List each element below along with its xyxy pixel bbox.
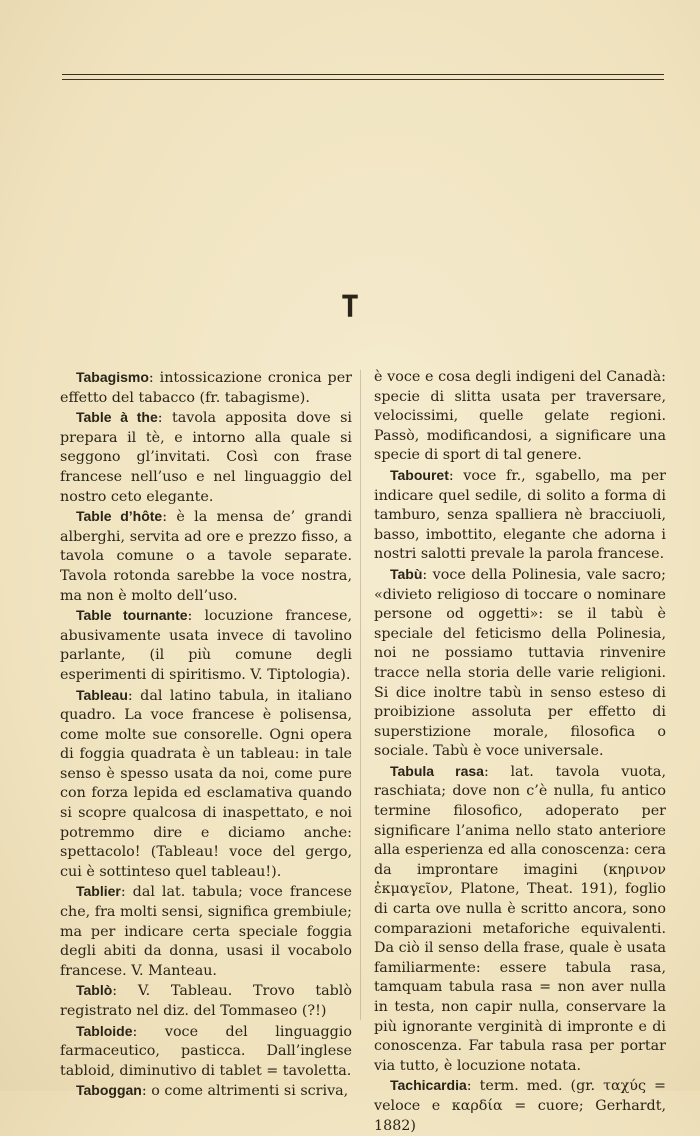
entry-paragraph [60,1022,352,1082]
entry-paragraph [60,1081,352,1102]
entry-paragraph [60,507,352,606]
entry-paragraph [60,408,352,507]
right-column [374,368,666,1136]
entry-text: : intossicazione cronica per effetto del tabacco (fr. tabagisme). [60,370,352,406]
entry-text: : voce del linguaggio farmaceutico, pasticca. Dall’inglese tabloid, diminutivo di tablet = tavoletta. [60,1023,352,1079]
left-column [60,368,352,1102]
entry-text: : o come altrimenti si scriva, [141,1083,349,1100]
entry-headword: Table d’hôte [76,508,163,525]
entry-headword: Taboggan [76,1082,142,1099]
entry-text: : dal lat. tabula; voce francese che, fra molti sensi, significa grembiule; ma per indicare certa speciale foggia degli abiti da donna, usasi il vocabolo francese. V. Manteau. [60,884,352,979]
entry-paragraph [374,1076,666,1136]
entry-paragraph [60,686,352,883]
entry-headword: Tabagismo [76,369,149,385]
entry-headword: Tablier [76,883,121,900]
entry-headword: Tablò [76,982,113,999]
entry-paragraph [60,606,352,685]
entry-headword: Tabù [390,565,423,582]
section-letter: T [340,290,360,325]
entry-paragraph [374,762,666,1077]
entry-text: : V. Tableau. Trovo tablò registrato nel diz. del Tommaseo (?!) [60,983,352,1019]
entry-text: : term. med. (gr. ταχύς = veloce e καρδία = cuore; Gerhardt, 1882) [374,1078,666,1134]
entry-paragraph [60,368,352,408]
entry-headword: Table à the [76,409,158,426]
entry-text: : tavola apposita dove si prepara il tè, e intorno alla quale si seggono gl’invitati. Così con frase francese nell’uso e nel linguaggio del nostro ceto elegante. [60,410,353,505]
entry-headword: Tableau [76,686,128,703]
entry-headword: Table tournante [76,607,188,624]
entry-paragraph [374,565,666,762]
entry-text: : voce della Polinesia, vale sacro; «divieto religioso di toccare o nominare persone od oggetti»: se il tabù è speciale del feticismo della Polinesia, noi ne possiamo tuttavia rinvenire tracce nella storia delle varie religioni. Si dice inoltre tabù in senso esteso di proibizione assoluta per effetto di superstizione morale, filosofica o sociale. Tabù è voce universale. [374,566,666,760]
column-divider [360,370,361,1020]
entry-paragraph [60,981,352,1021]
entry-headword: Tabloide [76,1022,133,1039]
entry-headword: Tachicardia [390,1077,467,1094]
entry-headword: Tabouret [390,466,449,483]
entry-text: : locuzione francese, abusivamente usata invece di tavolino parlante, (il più comune degli esperimenti di spiritismo. V. Tiptologia). [60,608,352,683]
entry-paragraph [374,466,666,565]
entry-text: : è la mensa de’ grandi alberghi, servita ad ore e prezzo fisso, a tavola comune o a tavole separate. Tavola rotonda sarebbe la voce nostra, ma non è molto dell’uso. [60,509,352,604]
entry-text: : dal latino tabula, in italiano quadro. La voce francese è polisensa, come molte sue consorelle. Ogni opera di foggia quadrata è un tableau: in tale senso è spesso usata da noi, come pure con forza lepida ed esclamativa quando si scopre qualcosa di inaspettato, e noi potremmo dire e diciamo anche: spettacolo! (Tableau! voce del gergo, cui è sottinteso quel tableau!). [60,687,352,880]
entry-headword: Tabula rasa [390,762,484,779]
entry-text: : lat. tavola vuota, raschiata; dove non c’è nulla, fu antico termine filosofico, adoperato per significare l’anima nello stato anteriore alla esperienza ed alla conoscenza: cera da improntare imagini (κηρινον ἐκμαγεῖον, Platone, Theat. 191), foglio di carta ove nulla è scritto ancora, sono comparazioni metaforiche equivalenti. Da ciò il senso della frase, quale è usata familiarmente: essere tabula rasa, tamquam tabula rasa = non aver nulla in testa, non capir nulla, conservare la più ignorante verginità di impronte e di conoscenza. Far tabula rasa per portar via tutto, è locuzione notata. [374,763,666,1074]
header-rule-bottom [62,79,664,80]
entry-paragraph [60,882,352,981]
entry-continuation: è voce e cosa degli indigeni del Canadà: specie di slitta usata per traversare, velocissimi, quelle gelate regioni. Passò, modificandosi, a significare una specie di sport di tal genere. [374,369,666,464]
header-rule-top [62,74,664,75]
entry-text: : voce fr., sgabello, ma per indicare quel sedile, di solito a forma di tamburo, senza spalliera nè bracciuoli, basso, imbottito, elegante che adorna i nostri salotti prevale la parola francese. [374,467,666,563]
